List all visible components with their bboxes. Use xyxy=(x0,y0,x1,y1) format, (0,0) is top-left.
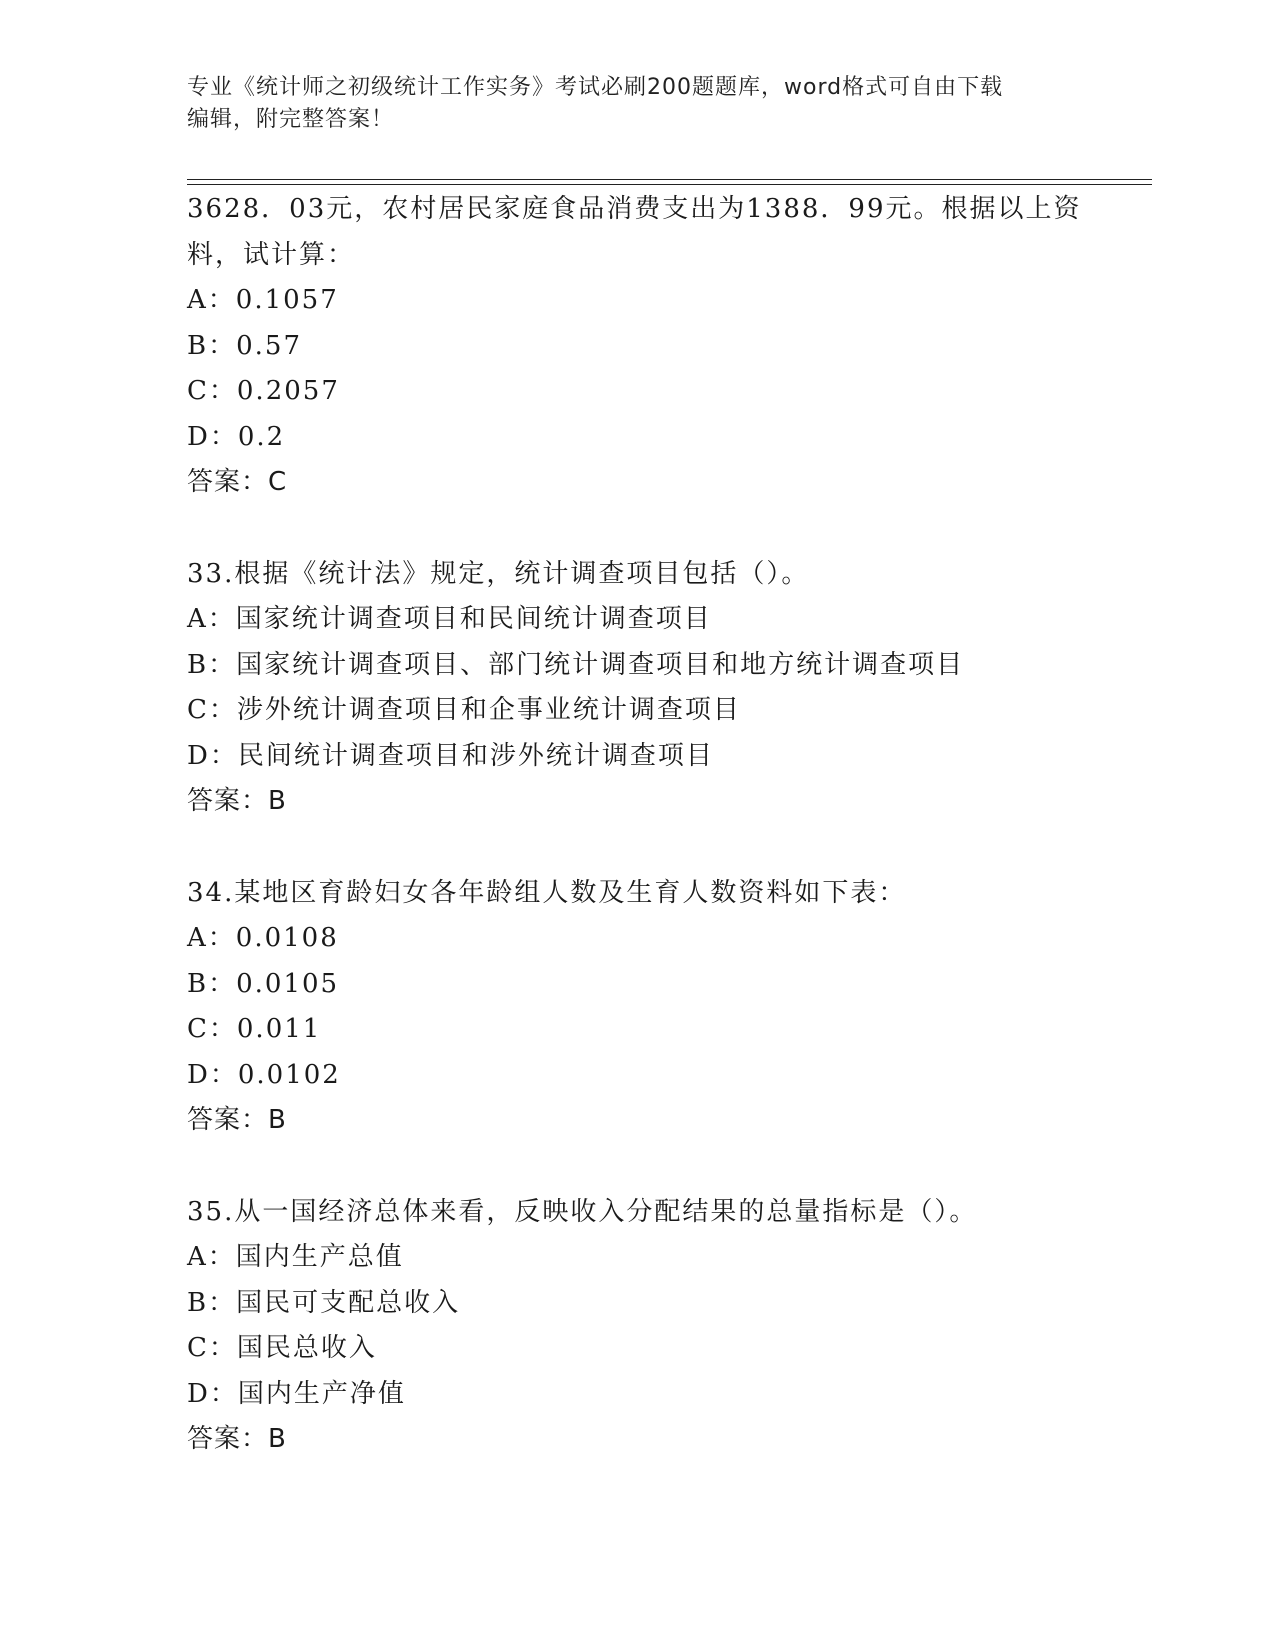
option-a: A：0.0108 xyxy=(187,923,339,953)
question-35 xyxy=(187,1190,1147,1463)
option-d: D：0.0102 xyxy=(187,1059,341,1090)
option-b: B：国家统计调查项目、部门统计调查项目和地方统计调查项目 xyxy=(187,649,965,680)
answer-text: 答案：B xyxy=(187,1424,287,1454)
option-c: C：0.011 xyxy=(187,1014,322,1044)
option-b: B：0.57 xyxy=(187,330,302,361)
spacer xyxy=(187,1144,1147,1190)
header-line-2: 编辑，附完整答案！ xyxy=(187,107,395,132)
option-b: B：0.0105 xyxy=(187,968,340,999)
question-32 xyxy=(187,187,1147,506)
answer-text: 答案：B xyxy=(187,1105,287,1135)
document-header xyxy=(187,72,1087,136)
question-stem: 33.根据《统计法》规定，统计调查项目包括（）。 xyxy=(187,558,810,589)
option-a: A：国内生产总值 xyxy=(187,1242,404,1272)
option-d: D：国内生产净值 xyxy=(187,1378,406,1409)
header-line-1: 专业《统计师之初级统计工作实务》考试必刷200题题库，word格式可自由下载 xyxy=(187,75,1004,100)
question-33 xyxy=(187,552,1147,825)
option-b: B：国民可支配总收入 xyxy=(187,1287,461,1318)
question-stem: 35.从一国经济总体来看，反映收入分配结果的总量指标是（）。 xyxy=(187,1196,978,1227)
header-divider-bottom xyxy=(187,184,1152,185)
spacer xyxy=(187,506,1147,552)
question-stem-line: 料，试计算： xyxy=(187,239,356,270)
option-c: C：涉外统计调查项目和企事业统计调查项目 xyxy=(187,695,741,725)
header-divider-top xyxy=(187,179,1152,180)
answer-text: 答案：B xyxy=(187,786,287,816)
question-34 xyxy=(187,871,1147,1144)
option-c: C：0.2057 xyxy=(187,376,340,406)
option-c: C：国民总收入 xyxy=(187,1333,377,1363)
question-stem: 34.某地区育龄妇女各年龄组人数及生育人数资料如下表： xyxy=(187,877,907,908)
option-a: A：0.1057 xyxy=(187,285,339,315)
option-d: D：0.2 xyxy=(187,421,286,452)
answer-text: 答案：C xyxy=(187,467,288,497)
option-a: A：国家统计调查项目和民间统计调查项目 xyxy=(187,604,712,634)
question-list xyxy=(187,187,1147,1463)
question-stem-line: 3628．03元，农村居民家庭食品消费支出为1388．99元。根据以上资 xyxy=(187,194,1082,224)
option-d: D：民间统计调查项目和涉外统计调查项目 xyxy=(187,740,714,771)
spacer xyxy=(187,825,1147,871)
